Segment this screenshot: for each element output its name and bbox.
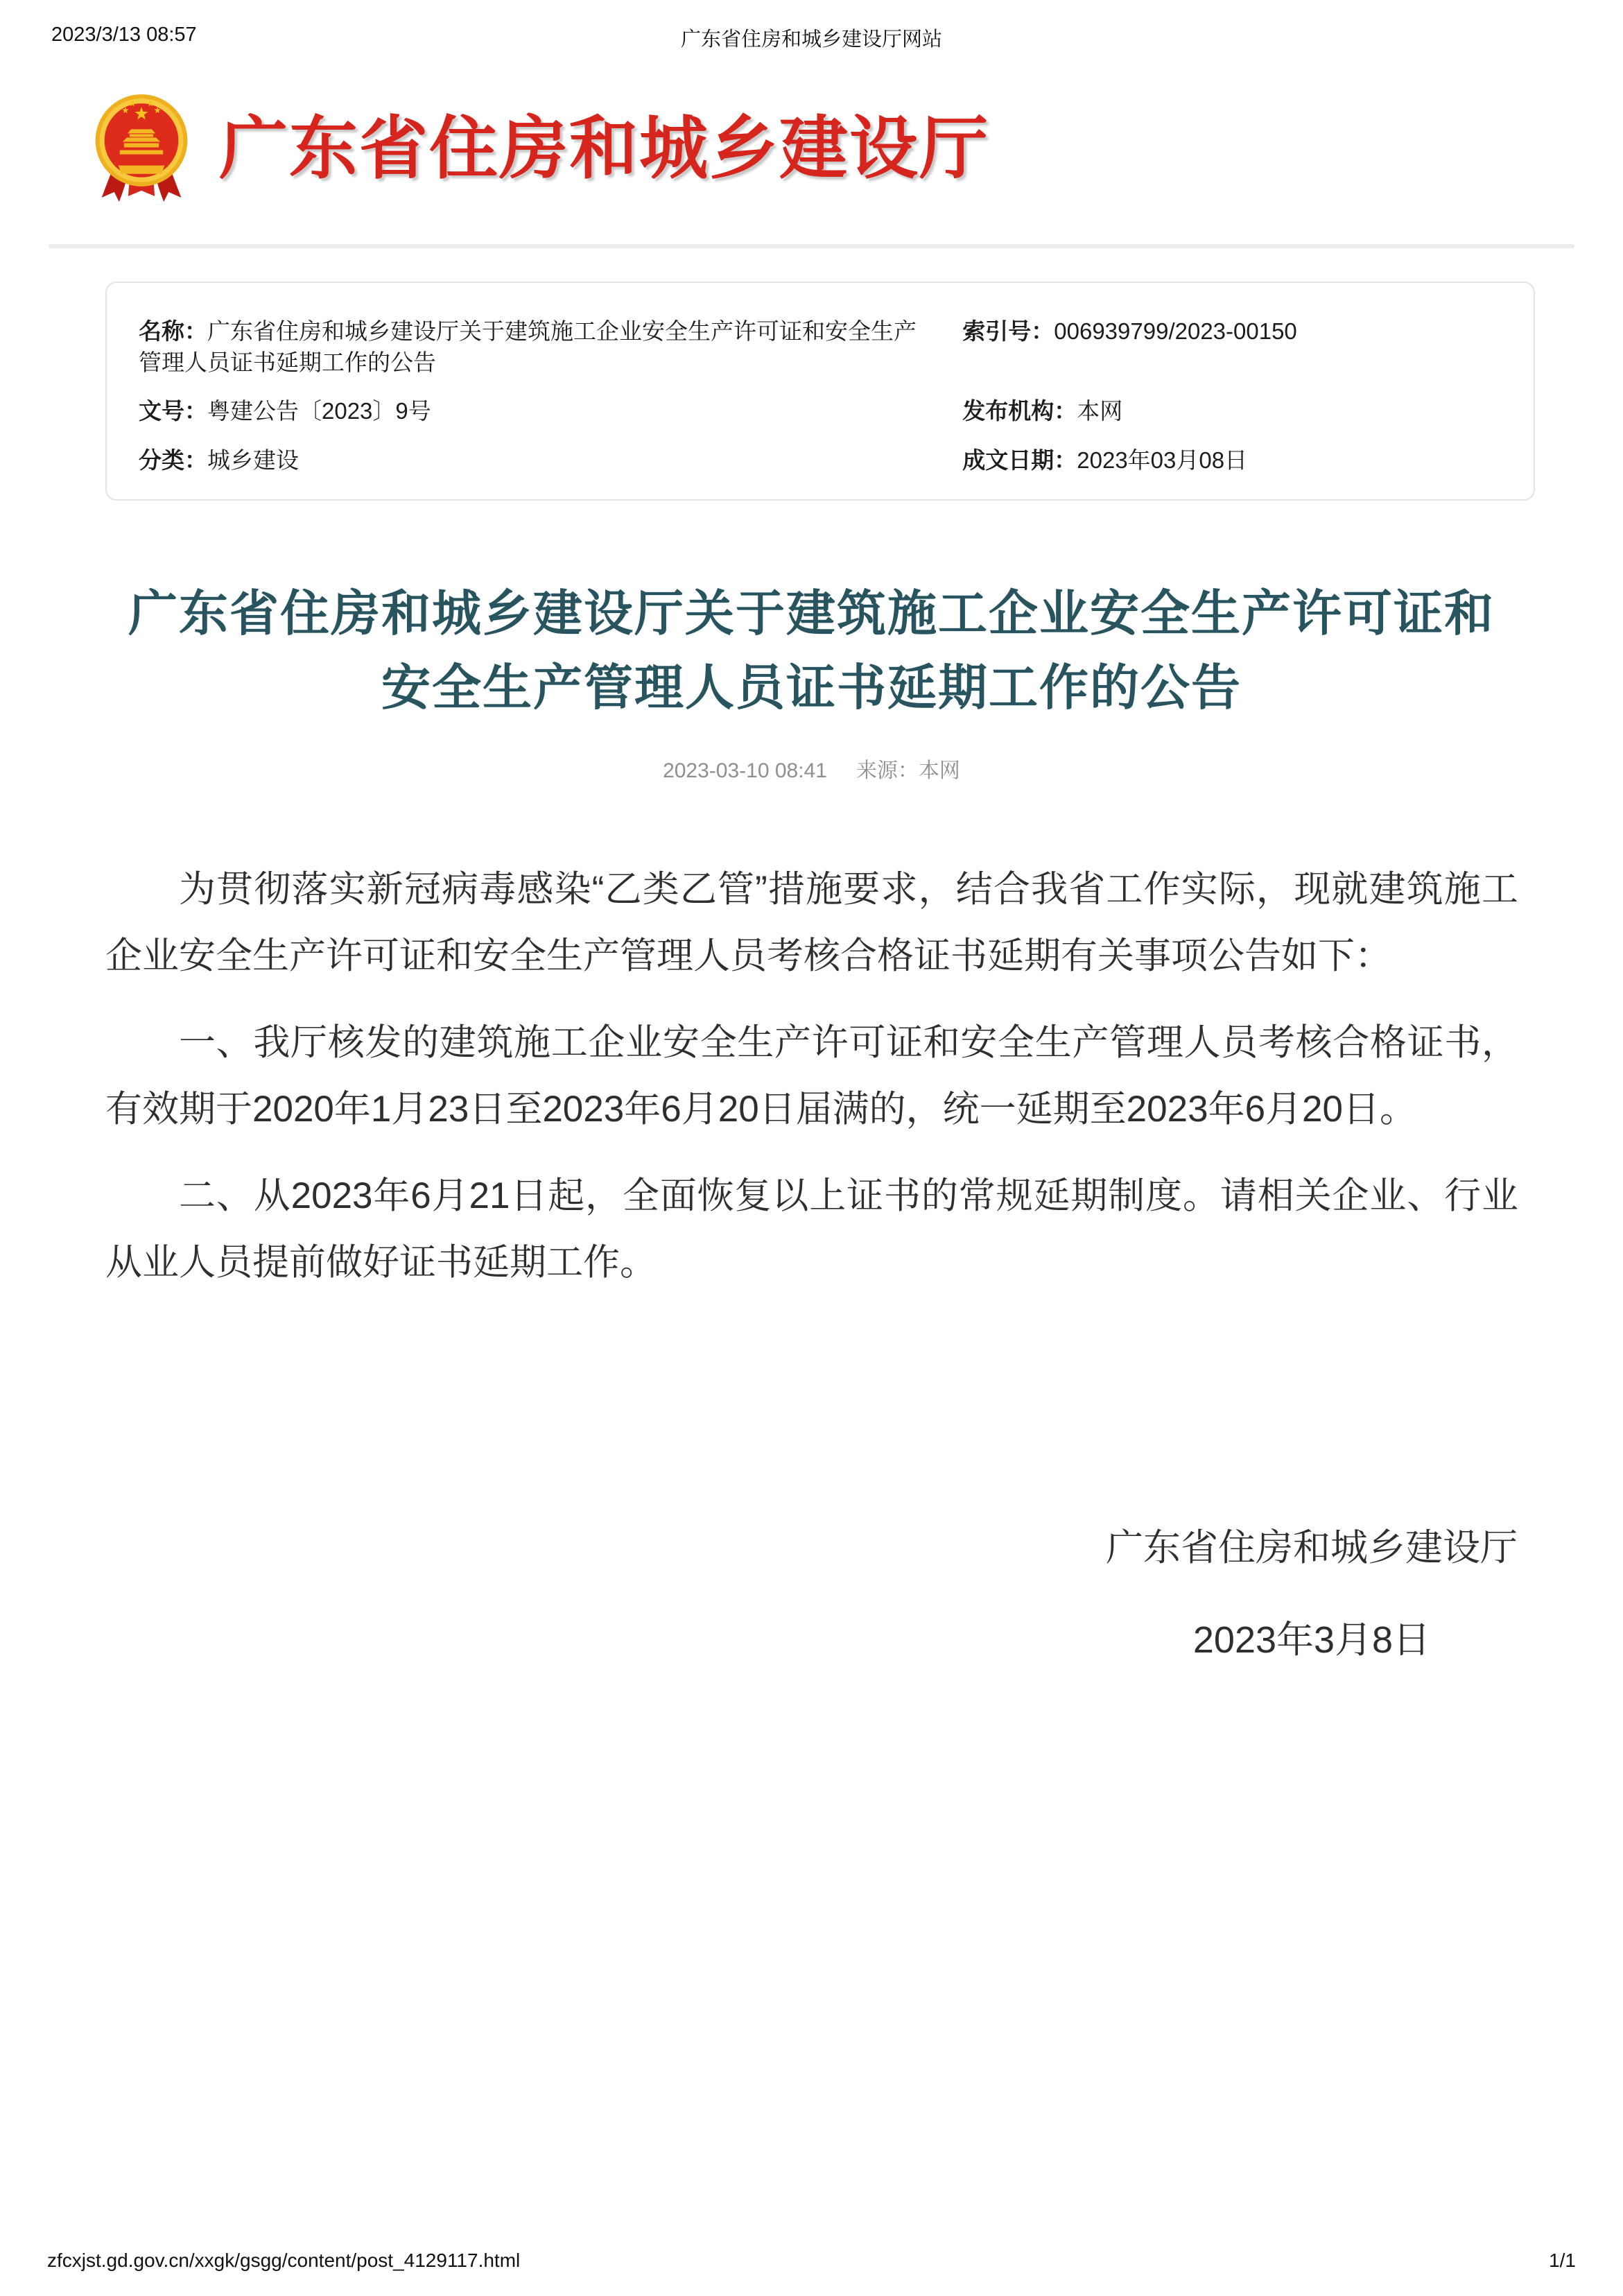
article-title [97, 577, 1526, 725]
article-paragraph: 二、从2023年6月21日起，全面恢复以上证书的常规延期制度。请相关企业、行业从业人员提前做好证书延期工作。 [105, 1175, 1518, 1283]
field-index-label: 索引号： [962, 318, 1054, 344]
signature-name: 广东省住房和城乡建设厅 [1106, 1527, 1518, 1569]
agency-banner [89, 90, 989, 205]
field-written-date [962, 445, 1502, 476]
field-docnum-label: 文号： [139, 398, 207, 424]
article-paragraph: 一、我厅核发的建筑施工企业安全生产许可证和安全生产管理人员考核合格证书，有效期于2020年1月23日至2023年6月20日届满的，统一延期至2023年6月20日。 [105, 1022, 1518, 1130]
field-name-value: 广东省住房和城乡建设厅关于建筑施工企业安全生产许可证和安全生产管理人员证书延期工作的公告 [139, 318, 917, 375]
field-publisher-value: 本网 [1077, 398, 1123, 424]
publish-source: 来源：本网 [856, 759, 960, 782]
print-footer-page-number: 1/1 [1549, 2250, 1576, 2271]
print-header-datetime: 2023/3/13 08:57 [51, 24, 197, 46]
header-divider [49, 244, 1574, 248]
article-title-line2: 安全生产管理人员证书延期工作的公告 [381, 661, 1242, 716]
field-category [139, 445, 929, 476]
article-paragraph: 为贯彻落实新冠病毒感染“乙类乙管”措施要求，结合我省工作实际，现就建筑施工企业安全生产许可证和安全生产管理人员考核合格证书延期有关事项公告如下： [105, 869, 1518, 976]
article-body [105, 856, 1518, 1316]
doc-info-card [105, 282, 1535, 501]
field-category-value: 城乡建设 [207, 447, 299, 473]
field-written-date-label: 成文日期： [962, 447, 1077, 473]
field-category-label: 分类： [139, 447, 207, 473]
signature-block [1106, 1514, 1518, 1673]
field-written-date-value: 2023年03月08日 [1077, 447, 1248, 473]
field-name [139, 316, 929, 378]
publish-meta [0, 753, 1623, 784]
field-publisher-label: 发布机构： [962, 398, 1077, 424]
field-publisher [962, 396, 1502, 427]
field-index-value: 006939799/2023-00150 [1054, 318, 1297, 344]
article-title-line1: 广东省住房和城乡建设厅关于建筑施工企业安全生产许可证和 [128, 587, 1495, 641]
field-name-label: 名称： [139, 318, 207, 344]
china-national-emblem-icon [89, 90, 194, 205]
field-docnum [139, 396, 929, 427]
field-docnum-value: 粤建公告〔2023〕9号 [207, 398, 431, 424]
print-header-site-title: 广东省住房和城乡建设厅网站 [680, 28, 942, 51]
signature-date: 2023年3月8日 [1192, 1619, 1431, 1661]
print-footer-url: zfcxjst.gd.gov.cn/xxgk/gsgg/content/post_4129117.html [47, 2250, 521, 2271]
agency-name: 广东省住房和城乡建设厅 [219, 109, 989, 187]
field-index [962, 316, 1502, 347]
publish-datetime: 2023-03-10 08:41 [663, 759, 827, 782]
